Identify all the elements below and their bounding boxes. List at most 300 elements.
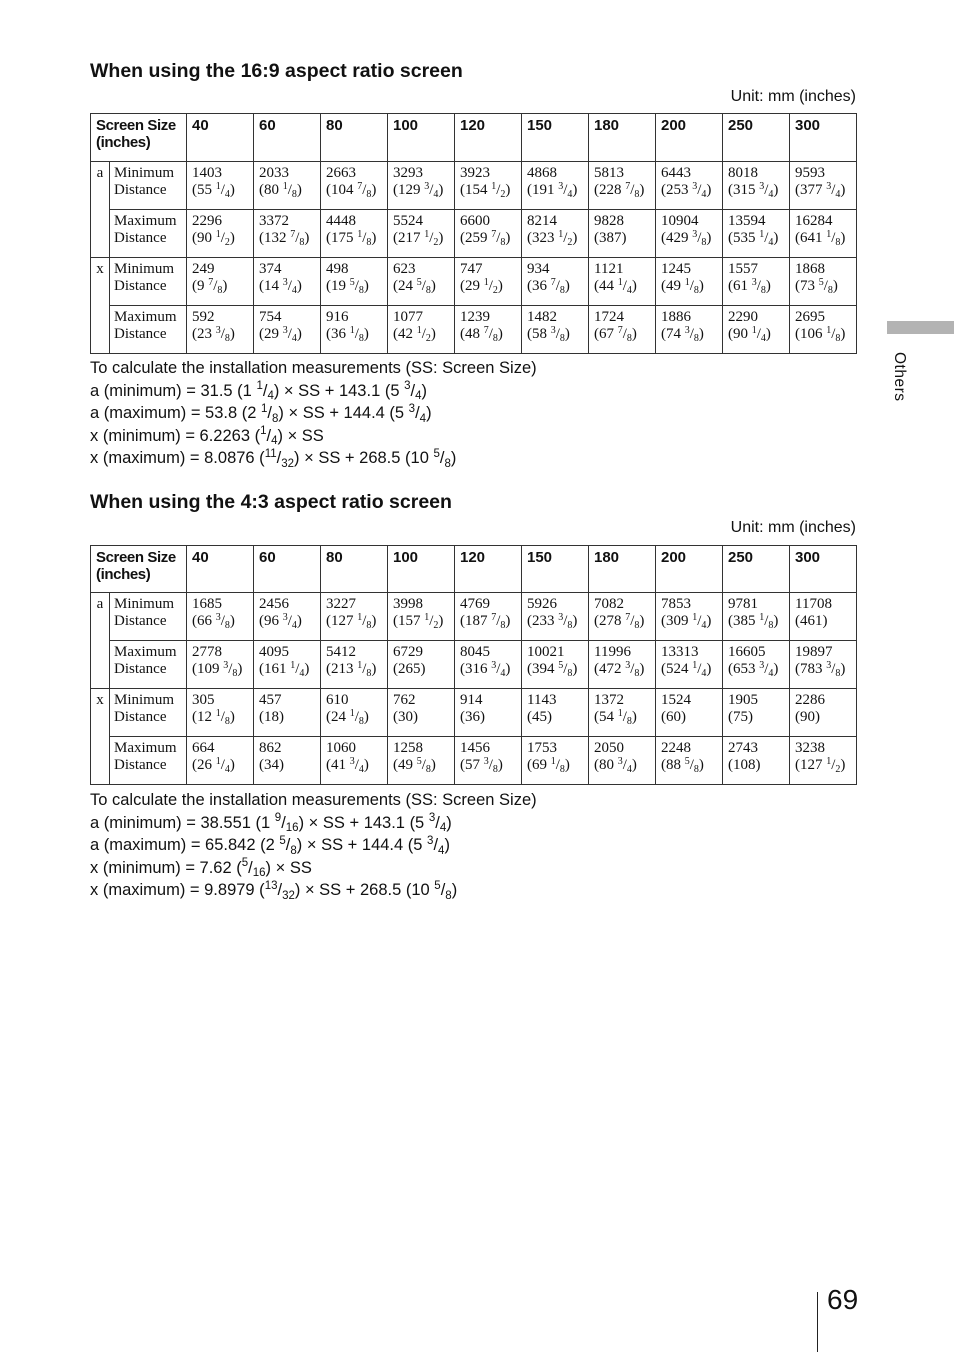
mm-value: 2695 [795, 309, 825, 325]
inch-value: (61 $^3/_8$) [728, 276, 771, 296]
inch-value: (24 $^1/_8$) [326, 707, 369, 727]
distance-cell [455, 162, 522, 210]
distance-cell [254, 737, 321, 785]
inch-value: (233 $^3/_8$) [527, 611, 578, 631]
inch-value: (36 $^1/_8$) [326, 324, 369, 344]
distance-cell [656, 737, 723, 785]
formula-intro: To calculate the installation measurements (SS: Screen Size) [90, 791, 537, 809]
distance-cell [187, 737, 254, 785]
distance-cell [589, 593, 656, 641]
mm-value: 1239 [460, 309, 490, 325]
table-row [91, 210, 857, 258]
formula-line: a (minimum) = 38.551 (1 $^9/_{16}$) × SS + 143.1 (5 $^3/_4$) [90, 812, 452, 835]
distance-cell [187, 306, 254, 354]
mm-value: 2033 [259, 165, 289, 181]
inch-value: (29 $^1/_2$) [460, 276, 503, 296]
size-header-150: 150 [522, 546, 589, 593]
inch-value: (36 $^7/_8$) [527, 276, 570, 296]
distance-cell [656, 258, 723, 306]
inch-value: (524 $^1/_4$) [661, 659, 712, 679]
mm-value: 16605 [728, 644, 766, 660]
distance-cell [321, 689, 388, 737]
mm-value: 9828 [594, 213, 624, 229]
inch-value: (29 $^3/_4$) [259, 324, 302, 344]
mm-value: 1077 [393, 309, 423, 325]
dimension-letter: x [91, 689, 110, 785]
distance-kind-label: Maximum Distance [110, 737, 187, 785]
inch-value: (127 $^1/_2$) [795, 755, 846, 775]
inch-value: (24 $^5/_8$) [393, 276, 436, 296]
mm-value: 1685 [192, 596, 222, 612]
distance-cell [656, 641, 723, 689]
mm-value: 10904 [661, 213, 699, 229]
mm-value: 19897 [795, 644, 833, 660]
inch-value: (45) [527, 709, 552, 725]
inch-value: (259 $^7/_8$) [460, 228, 511, 248]
inch-value: (109 $^3/_8$) [192, 659, 243, 679]
distance-cell [790, 306, 857, 354]
distance-cell [589, 641, 656, 689]
mm-value: 4868 [527, 165, 557, 181]
mm-value: 249 [192, 261, 215, 277]
inch-value: (394 $^5/_8$) [527, 659, 578, 679]
mm-value: 9593 [795, 165, 825, 181]
size-header-100: 100 [388, 114, 455, 162]
distance-cell [254, 162, 321, 210]
inch-value: (278 $^7/_8$) [594, 611, 645, 631]
formula-line: a (maximum) = 53.8 (2 $^1/_8$) × SS + 144.4 (5 $^3/_4$) [90, 402, 432, 425]
table-row [91, 306, 857, 354]
mm-value: 16284 [795, 213, 833, 229]
mm-value: 1372 [594, 692, 624, 708]
size-header-100: 100 [388, 546, 455, 593]
mm-value: 664 [192, 740, 215, 756]
inch-value: (472 $^3/_8$) [594, 659, 645, 679]
distance-cell [522, 689, 589, 737]
mm-value: 8045 [460, 644, 490, 660]
mm-value: 3227 [326, 596, 356, 612]
mm-value: 457 [259, 692, 282, 708]
formula-line: x (minimum) = 6.2263 $(^1/_4)$ × SS [90, 425, 324, 448]
inch-value: (641 $^1/_8$) [795, 228, 846, 248]
distance-cell [388, 689, 455, 737]
inch-value: (187 $^7/_8$) [460, 611, 511, 631]
distance-table-16-9 [90, 113, 857, 354]
distance-cell [723, 689, 790, 737]
inch-value: (34) [259, 757, 284, 773]
mm-value: 1258 [393, 740, 423, 756]
mm-value: 6443 [661, 165, 691, 181]
side-section-label: Others [891, 352, 908, 402]
distance-cell [321, 258, 388, 306]
mm-value: 2290 [728, 309, 758, 325]
dimension-letter: a [91, 162, 110, 258]
inch-value: (132 $^7/_8$) [259, 228, 310, 248]
mm-value: 305 [192, 692, 215, 708]
size-header-300: 300 [790, 546, 857, 593]
inch-value: (88 $^5/_8$) [661, 755, 704, 775]
inch-value: (228 $^7/_8$) [594, 180, 645, 200]
distance-cell [187, 593, 254, 641]
mm-value: 914 [460, 692, 483, 708]
mm-value: 2743 [728, 740, 758, 756]
inch-value: (23 $^3/_8$) [192, 324, 235, 344]
mm-value: 3372 [259, 213, 289, 229]
table-row [91, 258, 857, 306]
distance-cell [254, 593, 321, 641]
distance-cell [522, 306, 589, 354]
section-tab-marker [887, 321, 954, 334]
distance-cell [656, 593, 723, 641]
mm-value: 1524 [661, 692, 691, 708]
distance-cell [790, 689, 857, 737]
mm-value: 754 [259, 309, 282, 325]
mm-value: 610 [326, 692, 349, 708]
size-header-200: 200 [656, 114, 723, 162]
distance-cell [589, 306, 656, 354]
inch-value: (60) [661, 709, 686, 725]
distance-cell [455, 641, 522, 689]
distance-cell [522, 593, 589, 641]
dimension-letter: a [91, 593, 110, 689]
inch-value: (429 $^3/_8$) [661, 228, 712, 248]
mm-value: 2050 [594, 740, 624, 756]
inch-value: (26 $^1/_4$) [192, 755, 235, 775]
formula-line: x (maximum) = 8.0876 $(^{11}/_{32})$ × SS + 268.5 (10 $^5/_8$) [90, 448, 457, 470]
distance-cell [321, 593, 388, 641]
inch-value: (19 $^5/_8$) [326, 276, 369, 296]
size-header-200: 200 [656, 546, 723, 593]
distance-cell [321, 641, 388, 689]
mm-value: 592 [192, 309, 215, 325]
mm-value: 5926 [527, 596, 557, 612]
mm-value: 9781 [728, 596, 758, 612]
size-header-80: 80 [321, 114, 388, 162]
distance-cell [790, 162, 857, 210]
inch-value: (75) [728, 709, 753, 725]
distance-kind-label: Minimum Distance [110, 593, 187, 641]
inch-value: (127 $^1/_8$) [326, 611, 377, 631]
distance-cell [388, 306, 455, 354]
distance-kind-label: Minimum Distance [110, 258, 187, 306]
mm-value: 11708 [795, 596, 832, 612]
inch-value: (315 $^3/_4$) [728, 180, 779, 200]
size-header-40: 40 [187, 546, 254, 593]
distance-cell [522, 737, 589, 785]
mm-value: 1143 [527, 692, 557, 708]
distance-cell [723, 737, 790, 785]
inch-value: (55 $^1/_4$) [192, 180, 235, 200]
formula-block-4-3 [90, 789, 537, 902]
size-header-120: 120 [455, 114, 522, 162]
distance-cell [790, 258, 857, 306]
distance-cell [455, 306, 522, 354]
mm-value: 747 [460, 261, 483, 277]
inch-value: (57 $^3/_8$) [460, 755, 503, 775]
inch-value: (387) [594, 230, 627, 246]
inch-value: (44 $^1/_4$) [594, 276, 637, 296]
inch-value: (12 $^1/_8$) [192, 707, 235, 727]
inch-value: (104 $^7/_8$) [326, 180, 377, 200]
inch-value: (54 $^1/_8$) [594, 707, 637, 727]
inch-value: (49 $^1/_8$) [661, 276, 704, 296]
distance-kind-label: Minimum Distance [110, 162, 187, 210]
mm-value: 5813 [594, 165, 624, 181]
mm-value: 1905 [728, 692, 758, 708]
mm-value: 934 [527, 261, 550, 277]
table-row [91, 641, 857, 689]
page-number: 69 [827, 1284, 859, 1315]
distance-cell [187, 258, 254, 306]
mm-value: 4769 [460, 596, 490, 612]
inch-value: (36) [460, 709, 485, 725]
formula-line: a (maximum) = 65.842 (2 $^5/_8$) × SS + 144.4 (5 $^3/_4$) [90, 834, 450, 857]
inch-value: (49 $^5/_8$) [393, 755, 436, 775]
inch-value: (461) [795, 613, 828, 629]
distance-cell [522, 258, 589, 306]
distance-cell [790, 593, 857, 641]
size-header-40: 40 [187, 114, 254, 162]
mm-value: 8214 [527, 213, 557, 229]
size-header-180: 180 [589, 546, 656, 593]
inch-value: (154 $^1/_2$) [460, 180, 511, 200]
distance-cell [723, 210, 790, 258]
inch-value: (14 $^3/_4$) [259, 276, 302, 296]
mm-value: 2778 [192, 644, 222, 660]
mm-value: 11996 [594, 644, 631, 660]
distance-cell [589, 689, 656, 737]
mm-value: 1753 [527, 740, 557, 756]
mm-value: 6600 [460, 213, 490, 229]
distance-cell [589, 258, 656, 306]
unit-label-16-9: Unit: mm (inches) [730, 88, 856, 105]
distance-cell [455, 737, 522, 785]
distance-cell [723, 258, 790, 306]
inch-value: (66 $^3/_8$) [192, 611, 235, 631]
distance-cell [187, 689, 254, 737]
distance-cell [723, 593, 790, 641]
distance-cell [254, 641, 321, 689]
size-header-300: 300 [790, 114, 857, 162]
screen-size-header: Screen Size (inches) [91, 546, 187, 593]
distance-kind-label: Maximum Distance [110, 641, 187, 689]
inch-value: (217 $^1/_2$) [393, 228, 444, 248]
distance-kind-label: Maximum Distance [110, 306, 187, 354]
mm-value: 374 [259, 261, 282, 277]
size-header-120: 120 [455, 546, 522, 593]
inch-value: (30) [393, 709, 418, 725]
inch-value: (323 $^1/_2$) [527, 228, 578, 248]
size-header-60: 60 [254, 546, 321, 593]
distance-cell [656, 306, 723, 354]
inch-value: (42 $^1/_2$) [393, 324, 436, 344]
formula-block-16-9 [90, 357, 537, 470]
distance-cell [522, 162, 589, 210]
mm-value: 862 [259, 740, 282, 756]
distance-cell [790, 737, 857, 785]
table-row [91, 162, 857, 210]
distance-cell [522, 641, 589, 689]
inch-value: (316 $^3/_4$) [460, 659, 511, 679]
mm-value: 13313 [661, 644, 699, 660]
mm-value: 5412 [326, 644, 356, 660]
section-title-4-3: When using the 4:3 aspect ratio screen [90, 491, 452, 513]
distance-cell [656, 210, 723, 258]
inch-value: (129 $^3/_4$) [393, 180, 444, 200]
mm-value: 3293 [393, 165, 423, 181]
inch-value: (157 $^1/_2$) [393, 611, 444, 631]
distance-cell [388, 210, 455, 258]
inch-value: (161 $^1/_4$) [259, 659, 310, 679]
inch-value: (73 $^5/_8$) [795, 276, 838, 296]
page-number-rule [817, 1292, 818, 1352]
distance-cell [388, 737, 455, 785]
mm-value: 3923 [460, 165, 490, 181]
mm-value: 10021 [527, 644, 565, 660]
distance-cell [589, 162, 656, 210]
inch-value: (191 $^3/_4$) [527, 180, 578, 200]
formula-intro: To calculate the installation measurements (SS: Screen Size) [90, 359, 537, 377]
mm-value: 1868 [795, 261, 825, 277]
distance-cell [790, 641, 857, 689]
size-header-250: 250 [723, 114, 790, 162]
mm-value: 1482 [527, 309, 557, 325]
inch-value: (74 $^3/_8$) [661, 324, 704, 344]
distance-cell [589, 210, 656, 258]
distance-cell [187, 210, 254, 258]
mm-value: 1724 [594, 309, 624, 325]
distance-cell [254, 306, 321, 354]
table-row [91, 593, 857, 641]
distance-cell [187, 162, 254, 210]
inch-value: (18) [259, 709, 284, 725]
mm-value: 1886 [661, 309, 691, 325]
distance-cell [589, 737, 656, 785]
distance-kind-label: Minimum Distance [110, 689, 187, 737]
inch-value: (67 $^7/_8$) [594, 324, 637, 344]
distance-cell [455, 689, 522, 737]
screen-size-header: Screen Size (inches) [91, 114, 187, 162]
distance-cell [321, 306, 388, 354]
size-header-150: 150 [522, 114, 589, 162]
distance-cell [321, 162, 388, 210]
inch-value: (108) [728, 757, 761, 773]
mm-value: 13594 [728, 213, 766, 229]
table-row [91, 689, 857, 737]
mm-value: 1403 [192, 165, 222, 181]
mm-value: 7853 [661, 596, 691, 612]
unit-label-4-3: Unit: mm (inches) [730, 519, 856, 536]
mm-value: 4448 [326, 213, 356, 229]
inch-value: (253 $^3/_4$) [661, 180, 712, 200]
distance-cell [656, 689, 723, 737]
inch-value: (175 $^1/_8$) [326, 228, 377, 248]
mm-value: 762 [393, 692, 416, 708]
mm-value: 2296 [192, 213, 222, 229]
mm-value: 3238 [795, 740, 825, 756]
mm-value: 2286 [795, 692, 825, 708]
distance-cell [656, 162, 723, 210]
inch-value: (90) [795, 709, 820, 725]
size-header-60: 60 [254, 114, 321, 162]
distance-cell [455, 593, 522, 641]
inch-value: (385 $^1/_8$) [728, 611, 779, 631]
inch-value: (48 $^7/_8$) [460, 324, 503, 344]
mm-value: 2248 [661, 740, 691, 756]
inch-value: (535 $^1/_4$) [728, 228, 779, 248]
mm-value: 2663 [326, 165, 356, 181]
inch-value: (90 $^1/_4$) [728, 324, 771, 344]
size-header-180: 180 [589, 114, 656, 162]
formula-line: x (maximum) = 9.8979 $(^{13}/_{32})$ × SS + 268.5 (10 $^5/_8$) [90, 880, 458, 902]
distance-cell [187, 641, 254, 689]
distance-cell [388, 258, 455, 306]
distance-cell [388, 162, 455, 210]
inch-value: (96 $^3/_4$) [259, 611, 302, 631]
inch-value: (9 $^7/_8$) [192, 276, 228, 296]
mm-value: 8018 [728, 165, 758, 181]
mm-value: 623 [393, 261, 416, 277]
mm-value: 3998 [393, 596, 423, 612]
section-title-16-9: When using the 16:9 aspect ratio screen [90, 60, 463, 82]
mm-value: 916 [326, 309, 349, 325]
mm-value: 7082 [594, 596, 624, 612]
table-row [91, 737, 857, 785]
inch-value: (41 $^3/_4$) [326, 755, 369, 775]
inch-value: (106 $^1/_8$) [795, 324, 846, 344]
distance-cell [321, 737, 388, 785]
formula-line: a (minimum) = 31.5 (1 $^1/_4$) × SS + 143.1 (5 $^3/_4$) [90, 380, 427, 403]
formula-line: x (minimum) = 7.62 $(^5/_{16})$ × SS [90, 857, 312, 880]
distance-table-4-3 [90, 545, 857, 785]
inch-value: (653 $^3/_4$) [728, 659, 779, 679]
inch-value: (265) [393, 661, 426, 677]
mm-value: 1121 [594, 261, 624, 277]
mm-value: 6729 [393, 644, 423, 660]
distance-cell [723, 641, 790, 689]
distance-cell [388, 593, 455, 641]
inch-value: (213 $^1/_8$) [326, 659, 377, 679]
distance-cell [455, 210, 522, 258]
distance-cell [254, 258, 321, 306]
mm-value: 498 [326, 261, 349, 277]
distance-kind-label: Maximum Distance [110, 210, 187, 258]
distance-cell [321, 210, 388, 258]
mm-value: 1245 [661, 261, 691, 277]
size-header-250: 250 [723, 546, 790, 593]
distance-cell [254, 689, 321, 737]
inch-value: (783 $^3/_8$) [795, 659, 846, 679]
mm-value: 1456 [460, 740, 490, 756]
mm-value: 2456 [259, 596, 289, 612]
inch-value: (90 $^1/_2$) [192, 228, 235, 248]
distance-cell [522, 210, 589, 258]
distance-cell [790, 210, 857, 258]
inch-value: (377 $^3/_4$) [795, 180, 846, 200]
mm-value: 4095 [259, 644, 289, 660]
inch-value: (80 $^3/_4$) [594, 755, 637, 775]
distance-cell [388, 641, 455, 689]
size-header-80: 80 [321, 546, 388, 593]
inch-value: (80 $^1/_8$) [259, 180, 302, 200]
distance-cell [723, 306, 790, 354]
inch-value: (309 $^1/_4$) [661, 611, 712, 631]
mm-value: 5524 [393, 213, 423, 229]
dimension-letter: x [91, 258, 110, 354]
distance-cell [455, 258, 522, 306]
inch-value: (58 $^3/_8$) [527, 324, 570, 344]
distance-cell [723, 162, 790, 210]
